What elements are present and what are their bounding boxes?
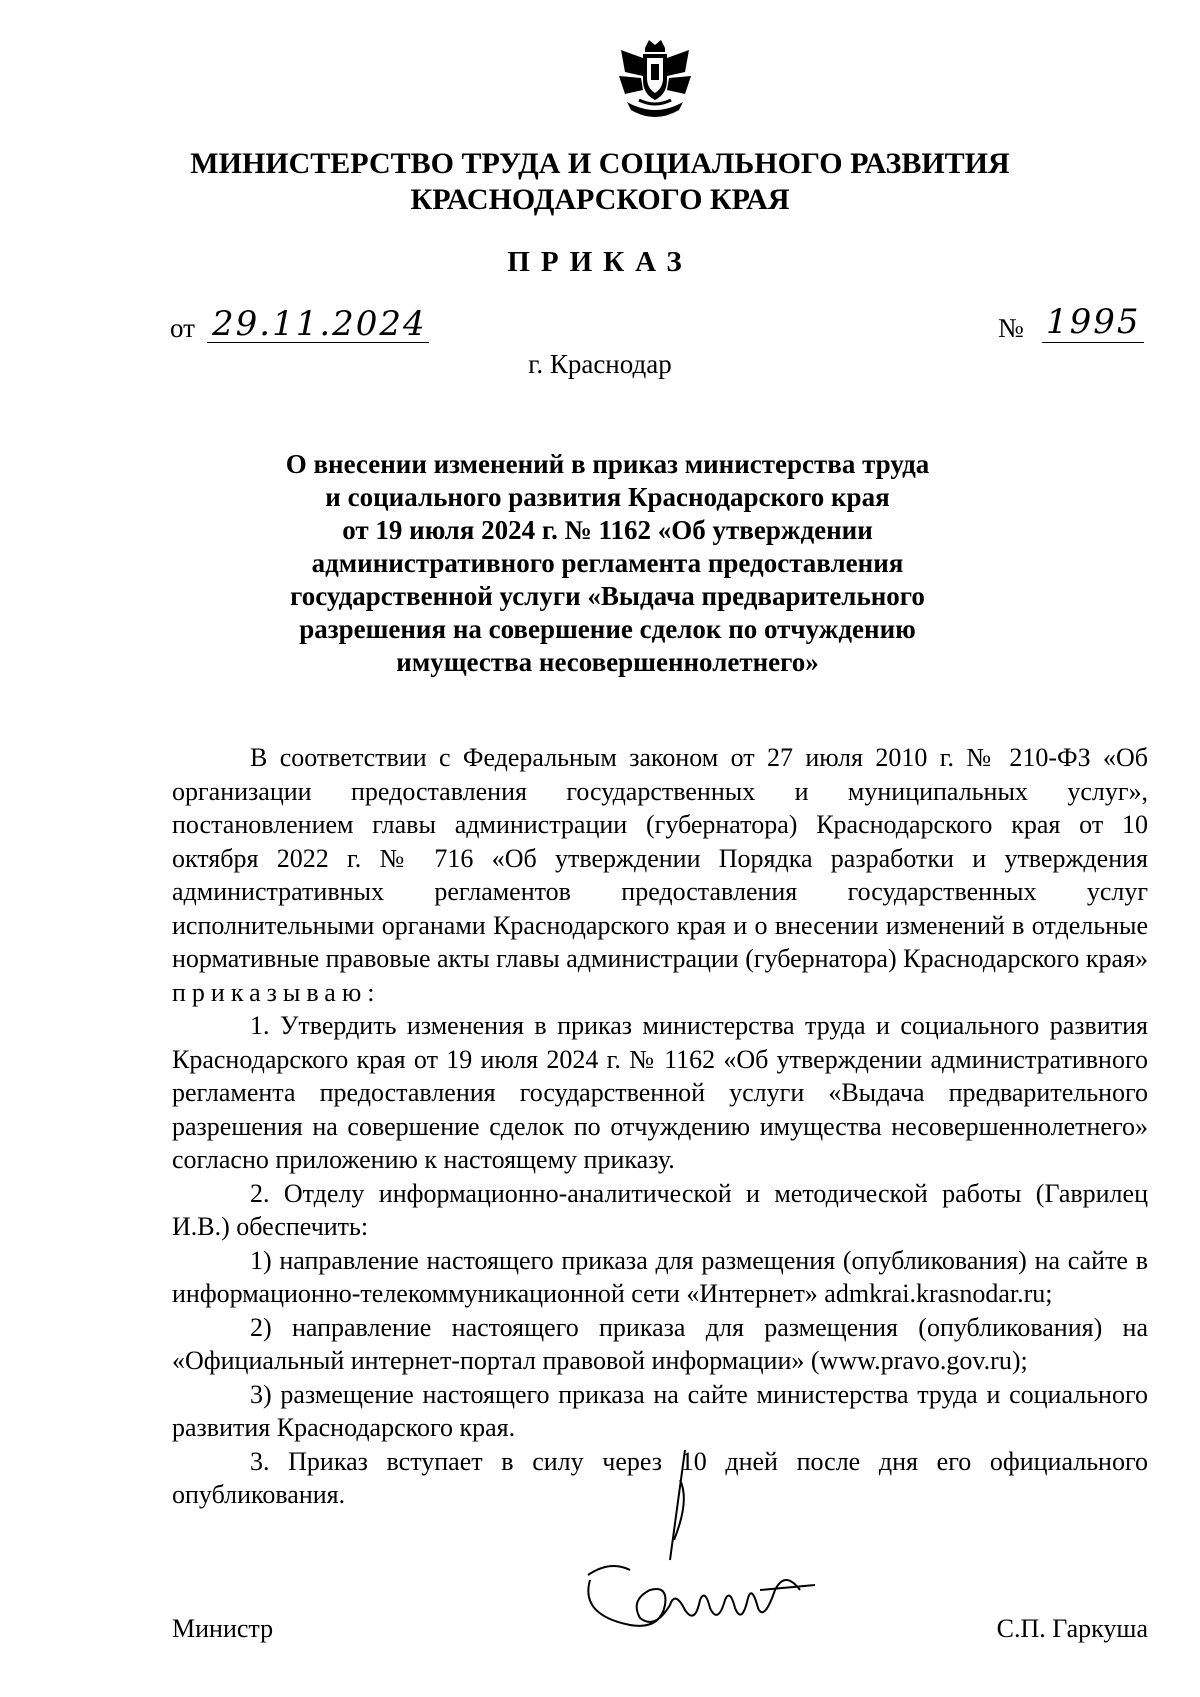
subject-line: разрешения на совершение сделок по отчуждению [299,614,916,644]
order-word: приказываю: [172,977,381,1007]
signer-position: Министр [172,1614,274,1643]
date-handwritten: 29.11.2024 [212,304,427,344]
ministry-name-line1: МИНИСТЕРСТВО ТРУДА И СОЦИАЛЬНОГО РАЗВИТИЯ [190,147,1010,180]
handwritten-signature [570,1440,820,1640]
item-1: 1. Утвердить изменения в приказ министерства труда и социального развития Краснодарского края от 19 июля 2024 г. № 1162 «Об утверждении административного регламента предоставления государственной услуги «Выдача предварительного разрешения на совершение сделок по отчуждению имущества несовершеннолетнего» согласно приложению к настоящему приказу. [172,1011,1148,1174]
ministry-name [130,146,1070,218]
subject-line: от 19 июля 2024 г. № 1162 «Об утверждении [342,515,873,545]
number-label: № [998,313,1024,343]
ministry-name-line2: КРАСНОДАРСКОГО КРАЯ [410,183,790,216]
order-subject [240,448,975,679]
number-underline [1042,342,1144,343]
item-2: 2. Отделу информационно-аналитической и методической работы (Гаврилец И.В.) обеспечить: [172,1178,1148,1241]
number-handwritten: 1995 [1046,302,1141,342]
item-2-1: 1) направление настоящего приказа для размещения (опубликования) на сайте в информационно-телекоммуникационной сети «Интернет» admkrai.krasnodar.ru; [172,1245,1148,1308]
subject-line: О внесении изменений в приказ министерства труда [285,449,930,479]
subject-line: государственной услуги «Выдача предварительного [290,581,925,611]
signer-name: С.П. Гаркуша [996,1614,1148,1643]
preamble-paragraph [172,741,1148,1009]
item-3: 3. Приказ вступает в силу через 10 дней после дня его официального опубликования. [172,1446,1148,1509]
order-body [172,741,1148,1512]
subject-line: имущества несовершеннолетнего» [396,647,819,677]
date-label: от [170,313,195,343]
document-type-title: ПРИКАЗ [507,246,693,278]
city: г. Краснодар [528,349,672,379]
subject-line: административного регламента предоставления [311,548,904,578]
preamble-text: В соответствии с Федеральным законом от 27 июля 2010 г. № 210-ФЗ «Об организации предоставления государственных и муниципальных услуг», постановлением главы администрации (губернатора) Краснодарского края от 10 октября 2022 г. № 716 «Об утверждении Порядка разработки и утверждения административных регламентов предоставления государственных услуг исполнительными органами Краснодарского края и о внесении изменений в отдельные нормативные правовые акты главы администрации (губернатора) Краснодарского края» [172,743,1148,973]
item-2-3: 3) размещение настоящего приказа на сайте министерства труда и социального развития Краснодарского края. [172,1379,1148,1442]
subject-line: и социального развития Краснодарского края [325,482,890,512]
coat-of-arms-icon [615,36,695,122]
item-2-2: 2) направление настоящего приказа для размещения (опубликования) на «Официальный интернет-портал правовой информации» (www.pravo.gov.ru); [172,1312,1148,1375]
